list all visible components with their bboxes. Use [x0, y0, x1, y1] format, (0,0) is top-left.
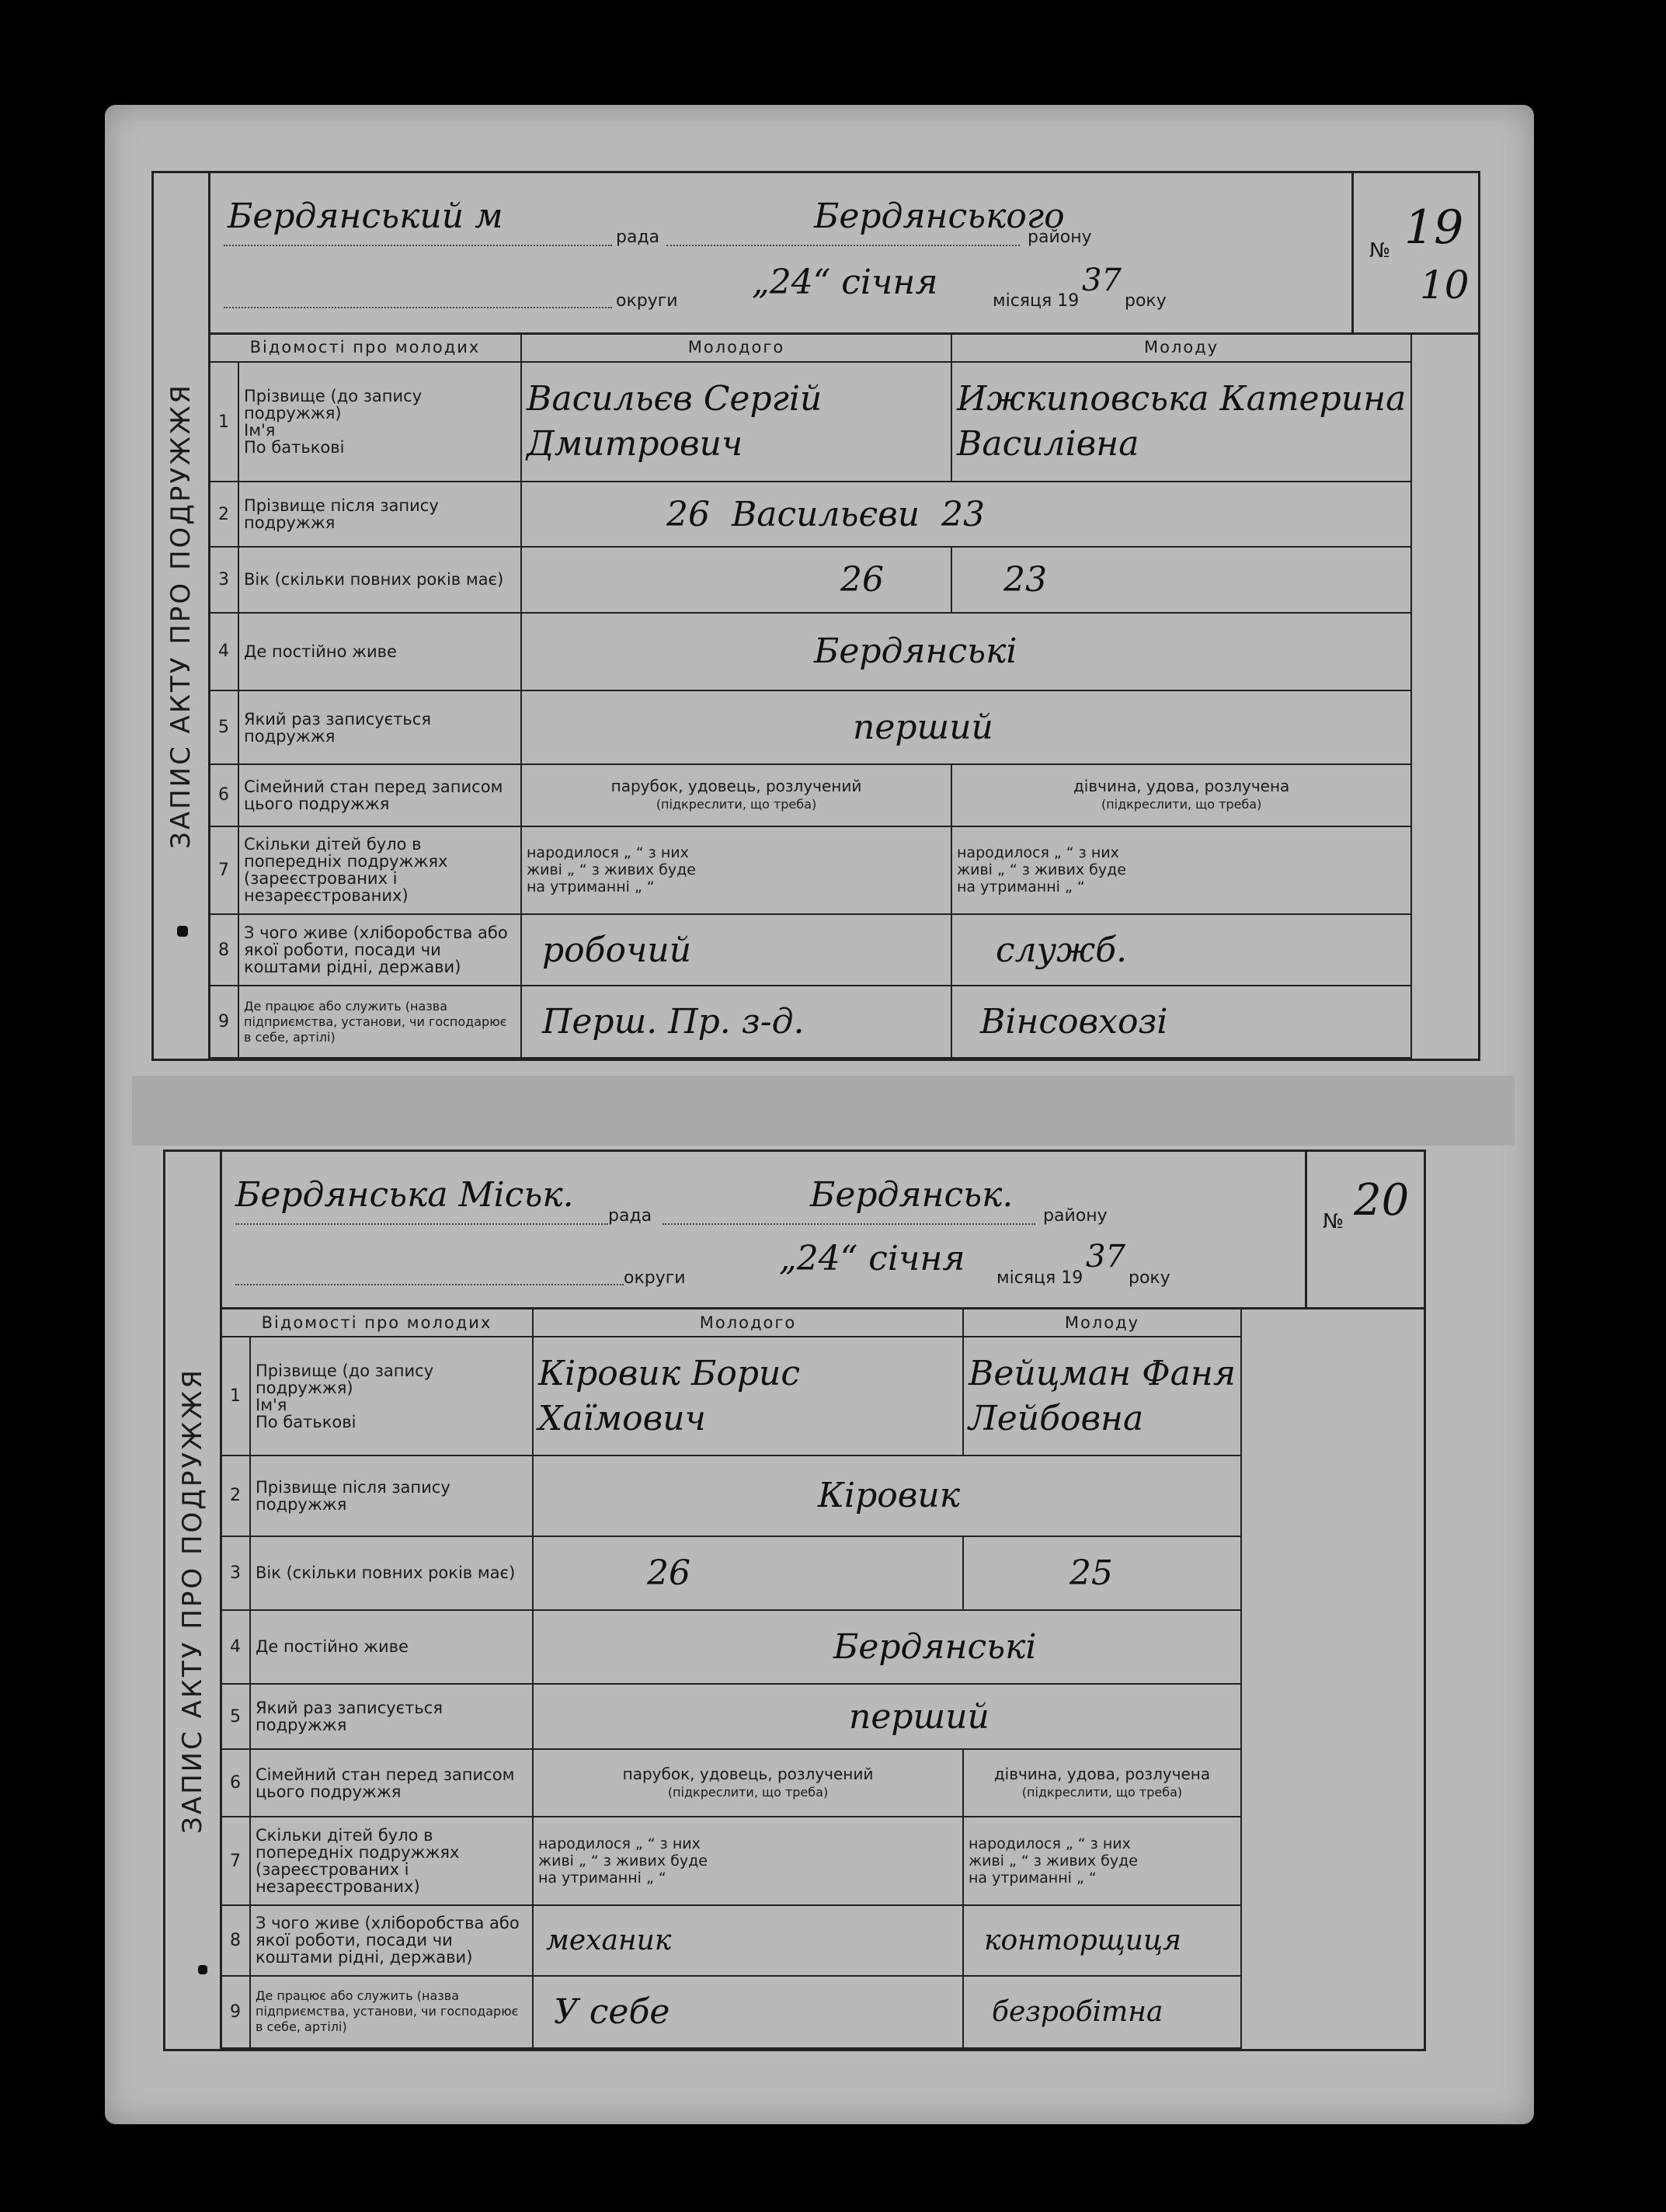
- groom-status-options: парубок, удовець, розлучений: [610, 776, 862, 795]
- groom-occupation: [533, 1905, 963, 1976]
- status-note: (підкреслити, що треба): [656, 796, 817, 812]
- marriage-count: перший: [849, 1696, 990, 1737]
- groom-age: [533, 1536, 963, 1610]
- groom-age-value: 26: [647, 1553, 690, 1593]
- bride-name: Вейцман Фаня Лейбовна: [969, 1353, 1236, 1438]
- record-header: [220, 1152, 1424, 1309]
- groom-name: Васильєв Сергій Дмитрович: [527, 379, 823, 464]
- bride-age: [951, 547, 1411, 612]
- groom-occupation-value: робочий: [542, 930, 692, 970]
- table-row: [221, 1976, 1241, 2048]
- residence-value: [533, 1610, 1241, 1684]
- record-number-box: [1305, 1152, 1424, 1307]
- month-label: місяця 19: [996, 1268, 1083, 1288]
- row-number: 2: [209, 482, 238, 547]
- status-note: (підкреслити, що треба): [1101, 796, 1262, 812]
- groom-name: Кіровик Борис Хаїмович: [538, 1353, 800, 1438]
- row-question: Який раз записується подружжя: [250, 1684, 533, 1750]
- number-label: №: [1369, 239, 1391, 263]
- page-fold: [132, 1076, 1515, 1146]
- bride-children: народилося „ “ з них живі „ “ з живих буде на утриманні „ “: [951, 826, 1411, 914]
- row-number: 4: [209, 613, 238, 691]
- table-row: [221, 1337, 1241, 1456]
- table-row: [221, 1610, 1241, 1684]
- row-number: 6: [209, 764, 238, 826]
- row-number: 7: [209, 826, 238, 914]
- col-info: Відомості про молодих: [221, 1308, 533, 1337]
- raion-value: Бердянськ.: [810, 1175, 1014, 1215]
- surname-after: Кіровик: [818, 1476, 961, 1516]
- table-row: [209, 547, 1411, 612]
- surname-after-value: [533, 1456, 1241, 1536]
- bride-status: [951, 764, 1411, 826]
- groom-occupation: [521, 914, 951, 986]
- punch-hole: [177, 926, 188, 937]
- groom-workplace-value: Перш. Пр. з-д.: [542, 1002, 805, 1042]
- year-value: 37: [1082, 263, 1122, 298]
- table-row: [221, 1684, 1241, 1750]
- table-row: [209, 826, 1411, 914]
- bride-status: [963, 1749, 1241, 1817]
- col-groom: Молодого: [533, 1308, 963, 1337]
- groom-children: народилося „ “ з них живі „ “ з живих буде на утриманні „ “: [521, 826, 951, 914]
- bride-name: Ижкиповська Катерина Василівна: [957, 379, 1407, 464]
- groom-age: [521, 547, 951, 612]
- row-question: Вік (скільки повних років має): [238, 547, 521, 612]
- bride-workplace: [963, 1976, 1241, 2048]
- bride-workplace: [951, 986, 1411, 1058]
- row-question: Скільки дітей було в попередніх подружжях (зареєстрованих і незареєстрованих): [238, 826, 521, 914]
- groom-age-value: 26: [840, 559, 884, 600]
- rada-value: Бердянський м: [228, 197, 503, 236]
- row-number: 2: [221, 1456, 250, 1536]
- rada-label: рада: [616, 228, 660, 247]
- bride-occupation-value: конторщиця: [984, 1924, 1181, 1956]
- table-row: [209, 914, 1411, 986]
- table-row: [221, 1749, 1241, 1817]
- bride-occupation: [951, 914, 1411, 986]
- groom-occupation-value: механик: [546, 1924, 672, 1956]
- row-number: 6: [221, 1749, 250, 1817]
- row-question: Де працює або служить (назва підприємства, установи, чи господарює в себе, артілі): [238, 986, 521, 1058]
- bride-value: [963, 1337, 1241, 1456]
- bride-workplace-value: Вінсовхозі: [980, 1002, 1168, 1042]
- row-question: Сімейний стан перед записом цього подружжя: [250, 1749, 533, 1817]
- groom-status-options: парубок, удовець, розлучений: [622, 1764, 874, 1783]
- residence: Бердянські: [833, 1626, 1037, 1667]
- side-title: ЗАПИС АКТУ ПРО ПОДРУЖЖЯ: [165, 383, 197, 849]
- bride-children: народилося „ “ з них живі „ “ з живих буде на утриманні „ “: [963, 1817, 1241, 1905]
- record-side: [165, 1152, 222, 2049]
- groom-workplace-value: У себе: [554, 1991, 670, 2032]
- row-question: Прізвище після запису подружжя: [250, 1456, 533, 1536]
- row-number: 4: [221, 1610, 250, 1684]
- row-question: Прізвище після запису подружжя: [238, 482, 521, 547]
- row-question: З чого живе (хліборобства або якої роботи, посади чи коштами рідні, держави): [250, 1905, 533, 1976]
- bride-occupation: [963, 1905, 1241, 1976]
- table-header-row: [221, 1308, 1241, 1337]
- row-question: Який раз записується подружжя: [238, 690, 521, 764]
- record-table: [208, 332, 1412, 1059]
- row-number: 3: [221, 1536, 250, 1610]
- bride-age-value: 23: [1003, 559, 1047, 600]
- residence-value: [521, 613, 1411, 691]
- row-number: 1: [209, 362, 238, 482]
- row-question: Сімейний стан перед записом цього подружжя: [238, 764, 521, 826]
- status-note: (підкреслити, що треба): [667, 1784, 829, 1800]
- table-row: [209, 690, 1411, 764]
- year-value: 37: [1086, 1239, 1125, 1275]
- bride-status-options: дівчина, удова, розлучена: [993, 1764, 1211, 1783]
- record-number: 19: [1404, 200, 1464, 255]
- bride-status-options: дівчина, удова, розлучена: [1073, 776, 1290, 795]
- month-label: місяця 19: [993, 291, 1080, 311]
- bride-occupation-value: служб.: [996, 930, 1128, 970]
- groom-status: [521, 764, 951, 826]
- record-header: [208, 173, 1478, 335]
- punch-hole: [198, 1965, 207, 1974]
- row-number: 5: [221, 1684, 250, 1750]
- extra-mark: 10: [1420, 263, 1469, 308]
- row-number: 8: [221, 1905, 250, 1976]
- marriage-count-value: [521, 690, 1411, 764]
- groom-children: народилося „ “ з них живі „ “ з живих буде на утриманні „ “: [533, 1817, 963, 1905]
- rada-value: Бердянська Міськ.: [235, 1175, 574, 1215]
- residence: Бердянські: [814, 631, 1017, 672]
- status-note: (підкреслити, що треба): [1021, 1784, 1183, 1800]
- side-title: ЗАПИС АКТУ ПРО ПОДРУЖЖЯ: [177, 1367, 208, 1834]
- groom-status: [533, 1749, 963, 1817]
- raion-label: району: [1028, 228, 1092, 247]
- row-question: Скільки дітей було в попередніх подружжях (зареєстрованих і незареєстрованих): [250, 1817, 533, 1905]
- okrug-label: округи: [616, 291, 678, 311]
- bride-age: [963, 1536, 1241, 1610]
- table-row: [209, 362, 1411, 482]
- row-question: Прізвище (до запису подружжя) Ім'я По батькові: [250, 1337, 533, 1456]
- row-number: 5: [209, 690, 238, 764]
- table-row: [209, 986, 1411, 1058]
- row-number: 3: [209, 547, 238, 612]
- date-value: „24“ січня: [752, 263, 938, 302]
- table-row: [209, 764, 1411, 826]
- bride-age-value: 25: [1070, 1553, 1113, 1593]
- table-row: [221, 1905, 1241, 1976]
- year-label: року: [1129, 1268, 1170, 1288]
- col-info: Відомості про молодих: [209, 333, 521, 362]
- raion-label: району: [1043, 1206, 1108, 1226]
- groom-workplace: [521, 986, 951, 1058]
- date-value: „24“ січня: [779, 1239, 965, 1278]
- row-question: Де постійно живе: [250, 1610, 533, 1684]
- table-row: [221, 1536, 1241, 1610]
- marriage-count: перший: [853, 708, 993, 748]
- raion-value: Бердянського: [814, 197, 1065, 236]
- row-question: Вік (скільки повних років має): [250, 1536, 533, 1610]
- row-number: 9: [221, 1976, 250, 2048]
- surname-after-value: [521, 482, 1411, 547]
- marriage-record-19: [151, 171, 1480, 1061]
- groom-value: [521, 362, 951, 482]
- row-question: Прізвище (до запису подружжя) Ім'я По батькові: [238, 362, 521, 482]
- record-number-box: [1351, 173, 1478, 332]
- year-label: року: [1125, 291, 1167, 311]
- groom-workplace: [533, 1976, 963, 2048]
- bride-value: [951, 362, 1411, 482]
- marriage-record-20: [163, 1149, 1426, 2051]
- table-row: [209, 482, 1411, 547]
- row-question: Де постійно живе: [238, 613, 521, 691]
- row-number: 8: [209, 914, 238, 986]
- table-row: [221, 1817, 1241, 1905]
- marriage-count-value: [533, 1684, 1241, 1750]
- row-number: 7: [221, 1817, 250, 1905]
- row-number: 1: [221, 1337, 250, 1456]
- row-number: 9: [209, 986, 238, 1058]
- row-question: З чого живе (хліборобства або якої роботи, посади чи коштами рідні, держави): [238, 914, 521, 986]
- surname-after: 26 Васильєви 23: [666, 494, 986, 534]
- okrug-label: округи: [624, 1268, 686, 1288]
- col-groom: Молодого: [521, 333, 951, 362]
- table-row: [221, 1456, 1241, 1536]
- table-header-row: [209, 333, 1411, 362]
- rada-label: рада: [608, 1206, 652, 1226]
- groom-value: [533, 1337, 963, 1456]
- row-question: Де працює або служить (назва підприємства, установи, чи господарює в себе, артілі): [250, 1976, 533, 2048]
- number-label: №: [1323, 1210, 1344, 1233]
- table-row: [209, 613, 1411, 691]
- record-number: 20: [1354, 1175, 1410, 1226]
- record-table: [220, 1307, 1242, 2049]
- col-bride: Молоду: [951, 333, 1411, 362]
- bride-workplace-value: безробітна: [992, 1995, 1163, 2028]
- col-bride: Молоду: [963, 1308, 1241, 1337]
